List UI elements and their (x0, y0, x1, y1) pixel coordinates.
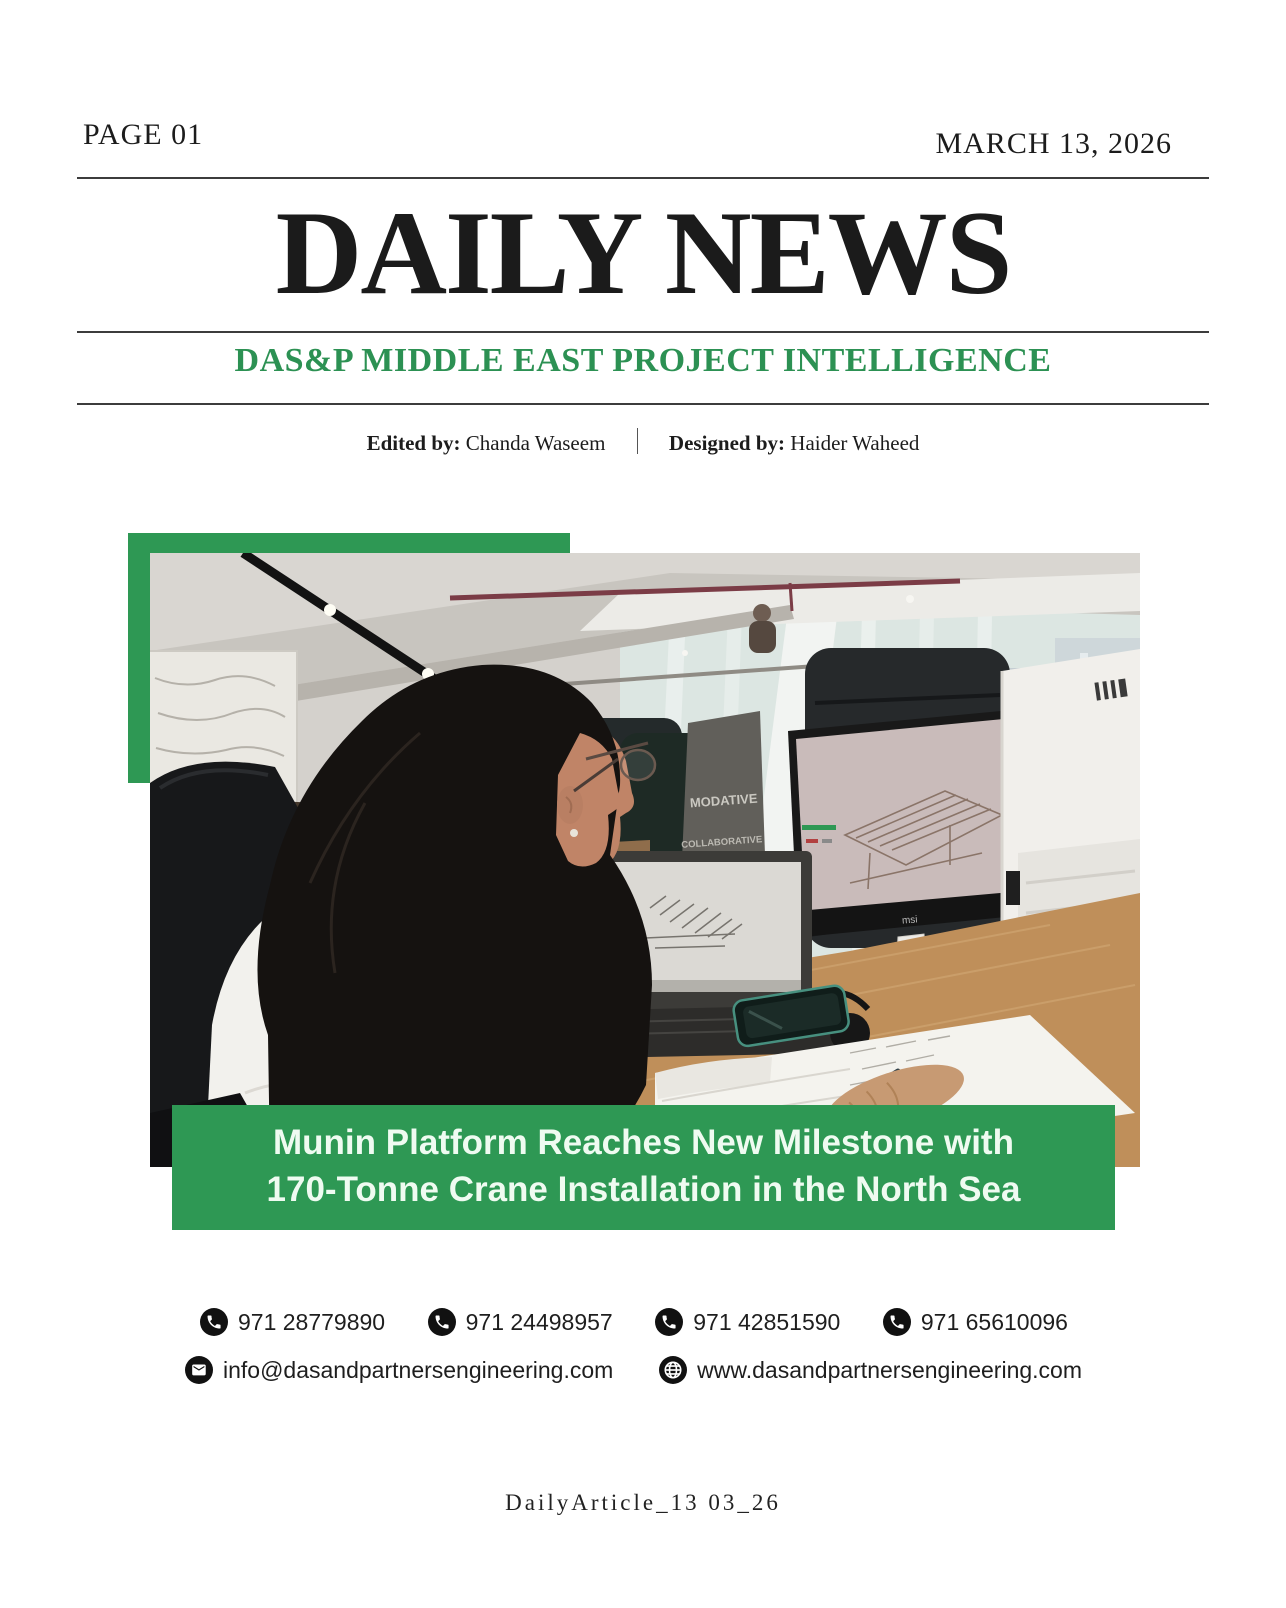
header-divider (77, 177, 1209, 179)
link-contacts-row (185, 1356, 1082, 1384)
headline-banner (172, 1105, 1115, 1230)
phone-icon (428, 1308, 456, 1336)
article-photo (150, 553, 1140, 1167)
wall-banner-line1: MODATIVE (689, 790, 758, 811)
edited-by-label: Edited by: (366, 431, 461, 455)
phone-contacts-row (200, 1308, 1068, 1336)
phone-contact-4 (883, 1308, 1068, 1336)
phone-number: 971 42851590 (693, 1308, 841, 1335)
byline-row (0, 424, 1286, 456)
headline-line1: Munin Platform Reaches New Milestone with (273, 1123, 1014, 1162)
phone-number: 971 65610096 (920, 1308, 1068, 1335)
masthead-divider-bottom (77, 403, 1209, 405)
masthead-divider-top (77, 331, 1209, 333)
headline-line2: 170-Tonne Crane Installation in the North Sea (266, 1170, 1021, 1209)
website-contact (659, 1356, 1082, 1384)
phone-contact-1 (200, 1308, 385, 1336)
phone-icon (655, 1308, 683, 1336)
issue-date-label: MARCH 13, 2026 (935, 127, 1172, 160)
phone-contact-2 (428, 1308, 613, 1336)
page-number-label: PAGE 01 (83, 118, 204, 151)
document-id-footer: DailyArticle_13 03_26 (505, 1490, 781, 1515)
designer-name: Haider Waheed (790, 431, 920, 455)
website-url: www.dasandpartnersengineering.com (697, 1356, 1082, 1383)
earring (570, 829, 578, 837)
phone-number: 971 28779890 (238, 1308, 386, 1335)
byline-separator (637, 428, 638, 454)
editor-name: Chanda Waseem (465, 431, 606, 455)
phone-icon (200, 1308, 228, 1336)
designed-by-label: Designed by: (668, 431, 786, 455)
phone-contact-3 (655, 1308, 840, 1336)
email-icon (185, 1356, 213, 1384)
email-contact (185, 1356, 613, 1384)
phone-number: 971 24498957 (465, 1308, 613, 1335)
office-scene-illustration (150, 553, 1140, 1167)
wall-banner-line2: COLLABORATIVE (680, 834, 763, 851)
masthead-title: DAILY NEWS (275, 186, 1011, 319)
masthead-subtitle: DAS&P MIDDLE EAST PROJECT INTELLIGENCE (234, 342, 1052, 379)
globe-icon (659, 1356, 687, 1384)
phone-icon (883, 1308, 911, 1336)
monitor-brand-logo: msi (901, 914, 919, 927)
ear (557, 786, 583, 824)
email-address: info@dasandpartnersengineering.com (223, 1356, 614, 1383)
